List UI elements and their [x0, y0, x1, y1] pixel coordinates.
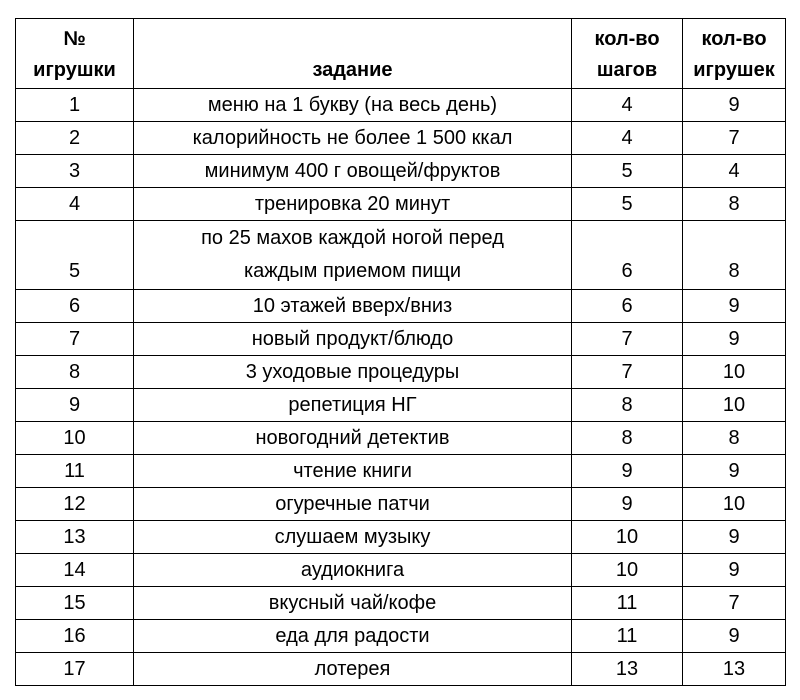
cell-toys: 10 [683, 389, 786, 422]
cell-steps: 10 [572, 554, 683, 587]
header-steps-line2: шагов [596, 59, 658, 81]
table-row [16, 356, 786, 389]
cell-task: 3 уходовые процедуры [134, 356, 572, 389]
cell-num: 5 [16, 221, 134, 290]
cell-toys: 7 [683, 122, 786, 155]
task-table-sheet [15, 18, 785, 686]
cell-steps: 5 [572, 155, 683, 188]
cell-num: 12 [16, 488, 134, 521]
cell-steps: 11 [572, 587, 683, 620]
cell-num: 17 [16, 653, 134, 686]
cell-task: минимум 400 г овощей/фруктов [134, 155, 572, 188]
header-toy-number-line2: игрушки [33, 59, 116, 81]
task-table [15, 18, 786, 686]
cell-task: лотерея [134, 653, 572, 686]
cell-steps: 6 [572, 221, 683, 290]
cell-steps: 7 [572, 323, 683, 356]
header-toys-line1: кол-во [701, 28, 767, 50]
cell-task: еда для радости [134, 620, 572, 653]
table-row [16, 89, 786, 122]
cell-task: чтение книги [134, 455, 572, 488]
cell-task: 10 этажей вверх/вниз [134, 290, 572, 323]
cell-num: 3 [16, 155, 134, 188]
table-row [16, 488, 786, 521]
header-toy-number-line1: № [63, 28, 86, 50]
header-toy-number [16, 19, 134, 89]
table-row [16, 221, 786, 290]
table-row [16, 155, 786, 188]
cell-steps: 13 [572, 653, 683, 686]
cell-num: 4 [16, 188, 134, 221]
cell-task: тренировка 20 минут [134, 188, 572, 221]
table-row [16, 587, 786, 620]
cell-toys: 9 [683, 323, 786, 356]
cell-steps: 7 [572, 356, 683, 389]
table-row [16, 554, 786, 587]
cell-steps: 11 [572, 620, 683, 653]
cell-toys: 9 [683, 290, 786, 323]
cell-task: слушаем музыку [134, 521, 572, 554]
cell-toys: 9 [683, 455, 786, 488]
header-task-label: задание [312, 59, 393, 81]
cell-toys: 8 [683, 188, 786, 221]
cell-num: 10 [16, 422, 134, 455]
table-row [16, 290, 786, 323]
cell-task-line2: каждым приемом пищи [243, 260, 462, 282]
cell-toys: 8 [683, 422, 786, 455]
cell-num: 1 [16, 89, 134, 122]
cell-task: новый продукт/блюдо [134, 323, 572, 356]
cell-task: огуречные патчи [134, 488, 572, 521]
cell-steps: 9 [572, 488, 683, 521]
cell-task: меню на 1 букву (на весь день) [134, 89, 572, 122]
cell-task: репетиция НГ [134, 389, 572, 422]
cell-task: вкусный чай/кофе [134, 587, 572, 620]
cell-toys: 4 [683, 155, 786, 188]
cell-steps: 8 [572, 389, 683, 422]
header-toys-line2: игрушек [693, 59, 775, 81]
cell-toys: 9 [683, 554, 786, 587]
table-row [16, 188, 786, 221]
cell-num: 2 [16, 122, 134, 155]
header-steps-count [572, 19, 683, 89]
table-row [16, 455, 786, 488]
cell-steps: 4 [572, 122, 683, 155]
cell-toys: 8 [683, 221, 786, 290]
cell-task: калорийность не более 1 500 ккал [134, 122, 572, 155]
cell-task-line1: по 25 махов каждой ногой перед [201, 227, 504, 249]
cell-num: 11 [16, 455, 134, 488]
cell-num: 6 [16, 290, 134, 323]
cell-toys: 10 [683, 356, 786, 389]
table-row [16, 323, 786, 356]
cell-steps: 10 [572, 521, 683, 554]
cell-task: новогодний детектив [134, 422, 572, 455]
table-row [16, 521, 786, 554]
cell-num: 14 [16, 554, 134, 587]
table-row [16, 422, 786, 455]
cell-steps: 4 [572, 89, 683, 122]
table-row [16, 653, 786, 686]
table-header-row [16, 19, 786, 89]
header-task [134, 19, 572, 89]
table-row [16, 620, 786, 653]
table-row [16, 389, 786, 422]
cell-num: 7 [16, 323, 134, 356]
cell-toys: 9 [683, 521, 786, 554]
cell-toys: 10 [683, 488, 786, 521]
cell-steps: 9 [572, 455, 683, 488]
cell-steps: 6 [572, 290, 683, 323]
cell-toys: 7 [683, 587, 786, 620]
header-toys-count [683, 19, 786, 89]
cell-num: 13 [16, 521, 134, 554]
table-row [16, 122, 786, 155]
cell-num: 16 [16, 620, 134, 653]
header-steps-line1: кол-во [594, 28, 660, 50]
cell-task: аудиокнига [134, 554, 572, 587]
cell-task [134, 221, 572, 290]
cell-num: 9 [16, 389, 134, 422]
cell-toys: 9 [683, 89, 786, 122]
cell-toys: 9 [683, 620, 786, 653]
cell-steps: 5 [572, 188, 683, 221]
cell-num: 15 [16, 587, 134, 620]
cell-num: 8 [16, 356, 134, 389]
cell-toys: 13 [683, 653, 786, 686]
cell-steps: 8 [572, 422, 683, 455]
